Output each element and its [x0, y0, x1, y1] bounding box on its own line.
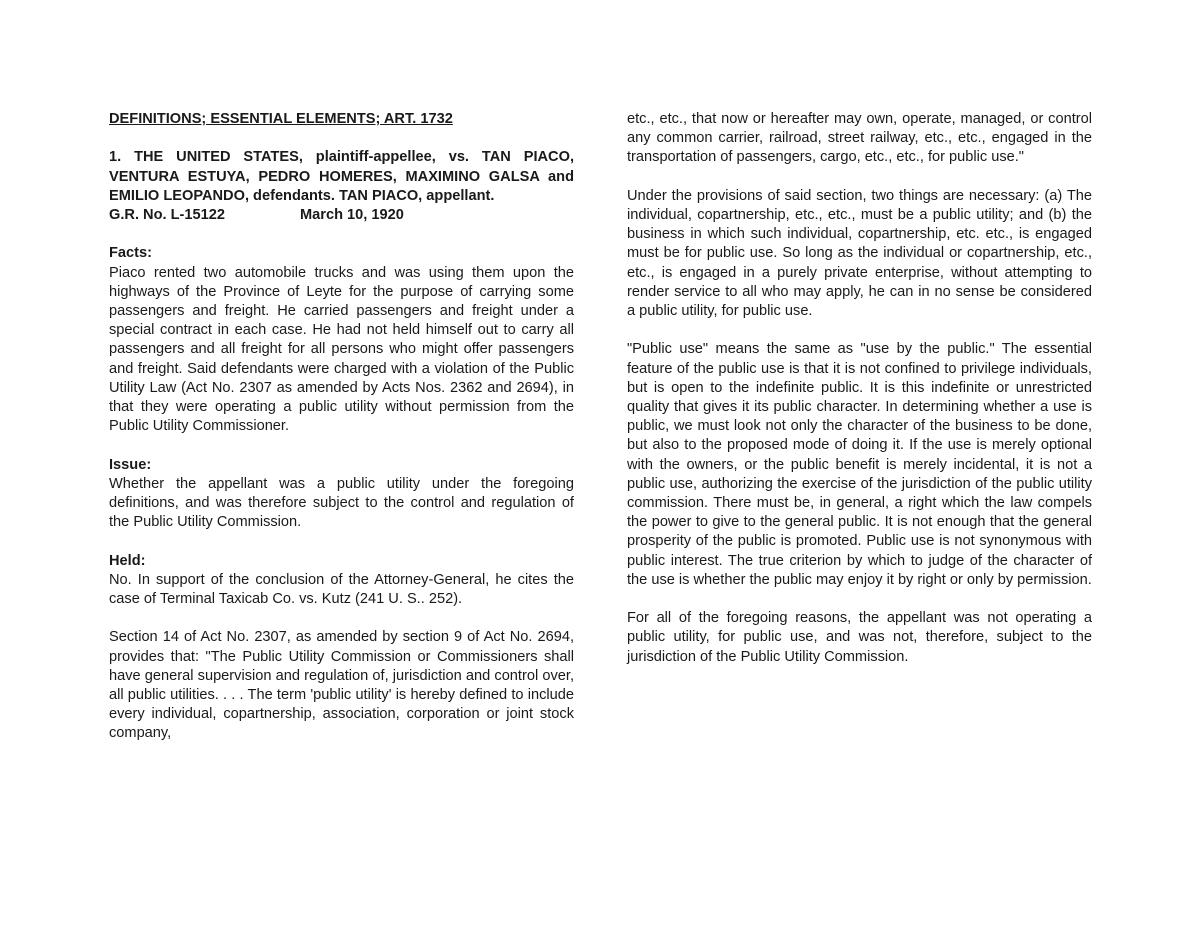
held-paragraph: Section 14 of Act No. 2307, as amended by section 9 of Act No. 2694, provides that: "The Public Utility Commission or Commissioners shall have general supervision and regulation of, jurisdiction and control over, all public utilities. . . . The term 'public utility' is hereby defined to include every individual, copartnership, association, corporation or joint stock company, [109, 629, 574, 742]
gr-number: G.R. No. L-15122 [109, 207, 225, 223]
spacer [109, 129, 574, 148]
case-title: 1. THE UNITED STATES, plaintiff-appellee, vs. TAN PIACO, VENTURA ESTUYA, PEDRO HOMERES, MAXIMINO GALSA and EMILIO LEOPANDO, defendants. TAN PIACO, appellant. [109, 149, 574, 204]
spacer [627, 321, 1092, 340]
spacer [109, 609, 574, 628]
left-column [109, 110, 574, 744]
right-paragraph: etc., etc., that now or hereafter may own, operate, managed, or control any common carrier, railroad, street railway, etc., etc., engaged in the transportation of passengers, cargo, etc., etc., for public use." [627, 111, 1092, 166]
right-paragraph: "Public use" means the same as "use by the public." The essential feature of the public use is that it is not confined to privilege individuals, but is open to the indefinite public. It is this indefinite or unrestricted quality that gives it its public character. In determining whether a use is public, we must look not only the character of the business to be done, but also to the proposed mode of doing it. If the use is merely optional with the owners, or the public benefit is merely incidental, it is not a public use, authorizing the exercise of the jurisdiction of the public utility commission. There must be, in general, a right which the law compels the power to give to the general public. It is not enough that the general prosperity of the public is promoted. Public use is not synonymous with public interest. The true criterion by which to judge of the character of the use is whether the public may enjoy it by right or only by permission. [627, 341, 1092, 588]
right-paragraph: For all of the foregoing reasons, the appellant was not operating a public utility, for public use, and was not, therefore, subject to the jurisdiction of the Public Utility Commission. [627, 610, 1092, 665]
spacer [627, 168, 1092, 187]
facts-label: Facts: [109, 245, 152, 262]
case-citation [109, 206, 574, 225]
decision-date: March 10, 1920 [300, 207, 404, 223]
right-paragraph: Under the provisions of said section, two things are necessary: (a) The individual, copartnership, etc., etc., must be a public utility; and (b) the business in which such individual, copartnership, etc. etc., is engaged must be for public use. So long as the individual or copartnership, etc., etc., is engaged in a purely private enterprise, without attempting to render service to all who may apply, he can in no sense be considered a public utility, for public use. [627, 187, 1092, 320]
issue-label: Issue: [109, 456, 152, 473]
spacer [627, 590, 1092, 609]
document-title: DEFINITIONS; ESSENTIAL ELEMENTS; ART. 1732 [109, 111, 453, 127]
spacer [109, 225, 574, 244]
held-label: Held: [109, 552, 146, 569]
issue-text: Whether the appellant was a public utility under the foregoing definitions, and was therefore subject to the control and regulation of the Public Utility Commission. [109, 475, 574, 531]
spacer [109, 532, 574, 551]
right-column [627, 110, 1092, 667]
held-paragraph: No. In support of the conclusion of the Attorney-General, he cites the case of Terminal Taxicab Co. vs. Kutz (241 U. S.. 252). [109, 571, 574, 608]
facts-text: Piaco rented two automobile trucks and was using them upon the highways of the Province of Leyte for the purpose of carrying some passengers and freight. He carried passengers and freight under a special contract in each case. He had not held himself out to carry all passengers and all freight for all persons who might offer passengers and freight. Said defendants were charged with a violation of the Public Utility Law (Act No. 2307 as amended by Acts Nos. 2362 and 2694), in that they were operating a public utility without permission from the Public Utility Commissioner. [109, 264, 574, 435]
spacer [109, 436, 574, 455]
